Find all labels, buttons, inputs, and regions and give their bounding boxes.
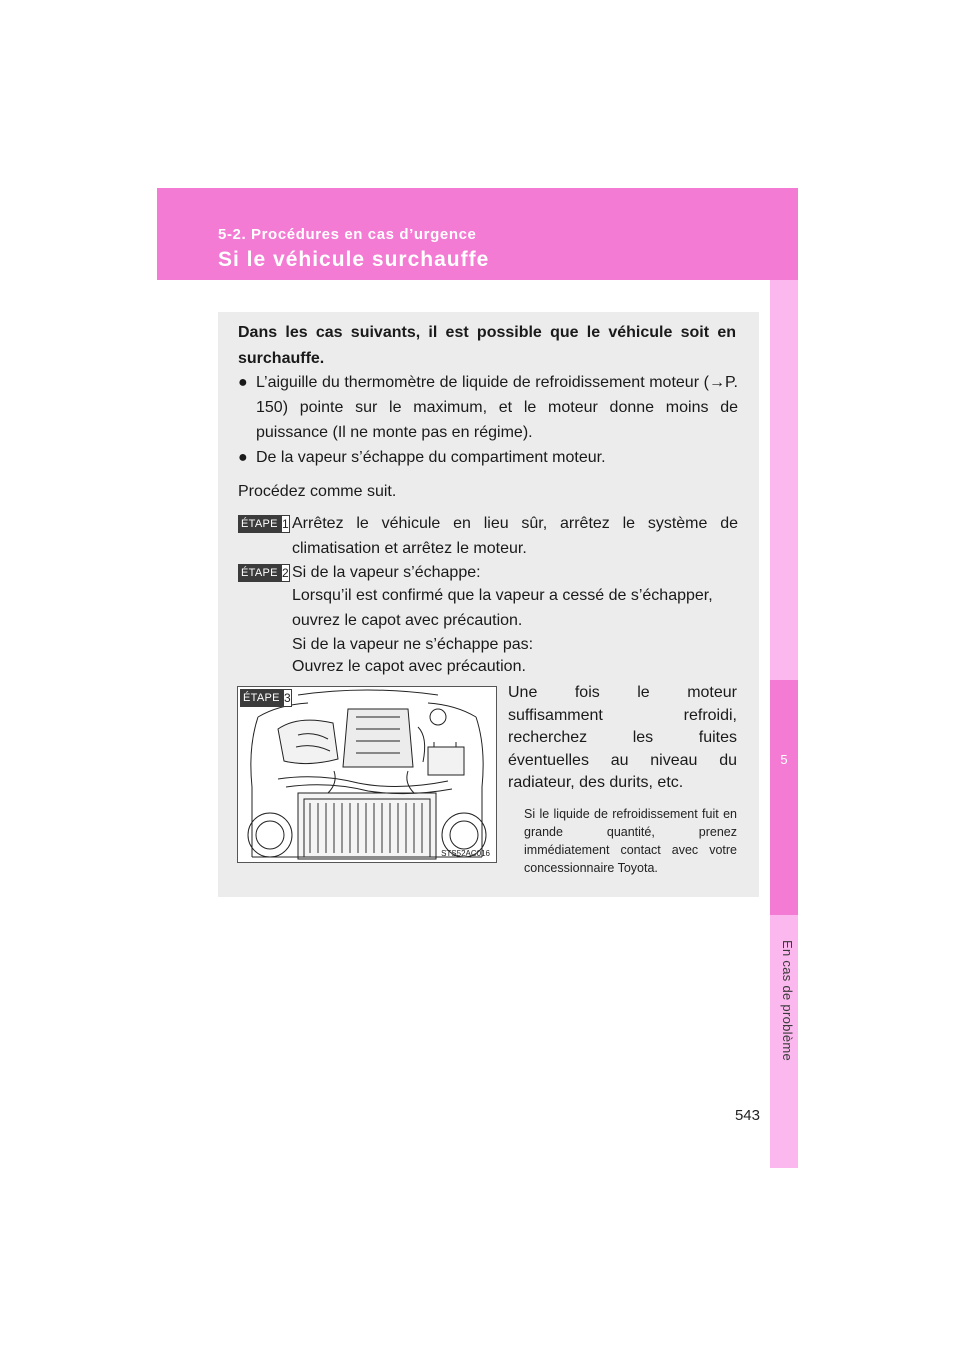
page-number: 543 xyxy=(734,1107,760,1124)
bullet-item xyxy=(238,370,738,445)
step-label: ÉTAPE xyxy=(238,515,281,533)
chapter-tab[interactable] xyxy=(770,680,798,915)
bullet-dot-icon: ● xyxy=(238,449,248,466)
step-number: 3 xyxy=(284,691,291,705)
bullet-text: L’aiguille du thermomètre de liquide de refroidissement moteur (→P. 150) pointe sur le maximum, et le moteur donne moins de puissance (Il ne monte pas en régime). xyxy=(256,374,738,441)
header-band xyxy=(157,188,798,280)
engine-compartment-illustration xyxy=(237,686,497,863)
step-badge-1 xyxy=(238,515,290,533)
step-number: 1 xyxy=(282,517,289,531)
step-2-line: Lorsqu’il est confirmé que la vapeur a cessé de s’échapper, ouvrez le capot avec précaution. xyxy=(292,587,713,629)
chapter-name: En cas de problème xyxy=(780,940,795,1062)
step-2-line: Si de la vapeur ne s’échappe pas: xyxy=(292,636,534,653)
step-2-line: Ouvrez le capot avec précaution. xyxy=(292,658,526,675)
step-label: ÉTAPE xyxy=(240,689,283,707)
step-1-text: Arrêtez le véhicule en lieu sûr, arrêtez le système de climatisation et arrêtez le moteur. xyxy=(292,515,738,557)
bullet-text: De la vapeur s’échappe du compartiment moteur. xyxy=(256,449,606,466)
bullet-dot-icon: ● xyxy=(238,374,248,391)
step-3-text: Une fois le moteur suffisamment refroidi, recherchez les fuites éventuelles au niveau du radiateur, des durits, etc. xyxy=(508,684,737,791)
step-number: 2 xyxy=(282,566,289,580)
chapter-number: 5 xyxy=(780,752,788,767)
content-box xyxy=(218,312,759,897)
engine-illustration-svg xyxy=(238,687,496,862)
section-label: 5-2. Procédures en cas d’urgence xyxy=(218,226,477,243)
step-2-line: Si de la vapeur s’échappe: xyxy=(292,564,481,581)
intro-text: Dans les cas suivants, il est possible que le véhicule soit en surchauffe. xyxy=(238,324,736,367)
step-badge-3 xyxy=(240,689,292,707)
page-title: Si le véhicule surchauffe xyxy=(218,248,490,271)
bullet-item xyxy=(238,445,738,470)
figure-code: STS52AC016 xyxy=(441,849,490,858)
step-label: ÉTAPE xyxy=(238,564,281,582)
step-badge-2 xyxy=(238,564,290,582)
procedure-intro: Procédez comme suit. xyxy=(238,483,397,500)
step-3-note: Si le liquide de refroidissement fuit en grande quantité, prenez immédiatement contact avec votre concessionnaire Toyota. xyxy=(524,807,737,875)
